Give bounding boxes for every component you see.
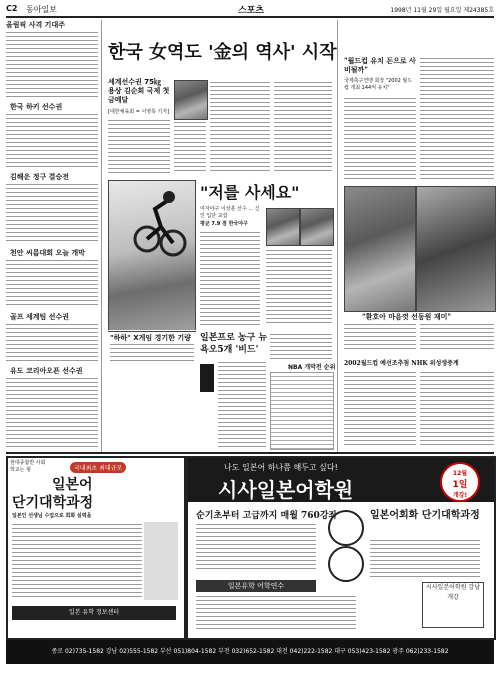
- player-photo-2: [300, 208, 334, 246]
- page-number: C2: [6, 4, 18, 13]
- article2-deck: 여자야구 이상훈 선수 … 신인 입단 교섭: [200, 206, 260, 219]
- issue-date: 1998년 11월 29일 월요일 제24385호: [390, 7, 494, 14]
- right-photo-right: [416, 186, 496, 312]
- bmx-photo: [108, 180, 196, 332]
- right-ad-circle-2: [328, 546, 364, 582]
- page-header: [6, 4, 494, 18]
- right-ad-link[interactable]: 일본유학 어학연수: [196, 580, 316, 592]
- article1-byline: [대한체육회 = 이영록 기자]: [108, 109, 170, 115]
- badge-bot: 개강!: [452, 492, 468, 499]
- ad-footer: 종로 02)735-1582 강남 02)555-1582 부산 051)804-1582 부천 032)652-1582 대전 042)222-1582 대구 053)423-1582 광주 062)233-1582: [6, 640, 494, 664]
- article1-deck: 세계선수권 75㎏ 용상 김순희 국제 첫금메달: [108, 78, 170, 104]
- article3-headline: 일본프로 농구 뉴욕오5개 '비드': [200, 333, 268, 355]
- nba-standings-table: [270, 372, 334, 450]
- left-ad-strap: 일본인 선생님 수업으로 회화 실력을: [12, 513, 92, 519]
- left-sub-5: 유도 코리아오픈 선수권: [10, 367, 83, 375]
- left-sub-3: 천안 씨름대회 오늘 개막: [10, 249, 85, 257]
- right-ad-badge: [440, 462, 480, 502]
- article1-headline: 한국 女역도 '金의 역사' 시작: [108, 42, 337, 63]
- article2-sub: 평균 7.9 점 한국야구: [200, 221, 248, 227]
- right-top-deck: 국제축구연맹 회장 "2002 월드컵 개최 144억 유치": [344, 78, 413, 91]
- left-ad-title1: 일본어: [52, 477, 93, 493]
- bmx-photo-caption: "하하" X게임 경기한 기량: [110, 334, 191, 342]
- right-ad-circle-1: [328, 510, 364, 546]
- left-ad[interactable]: [6, 456, 186, 640]
- right-ad-sub2: 일본어회화 단기대학과정: [370, 510, 480, 521]
- right-ad-sub1: 순기초부터 고급까지 매월 760강좌: [196, 511, 338, 521]
- left-ad-bottom: 일본 유학 정보센터: [12, 606, 176, 620]
- badge-top: 12월: [452, 470, 468, 477]
- nba-logo: [200, 364, 214, 392]
- right-ad[interactable]: [186, 456, 496, 640]
- article2-headline: "저를 사세요": [200, 183, 300, 202]
- right-ad-banner-small: 나도 일본어 하나쯤 해두고 싶다!: [224, 463, 338, 472]
- player-photo-1: [266, 208, 300, 246]
- badge-mid: 1일: [452, 480, 468, 490]
- athlete-portrait: [174, 80, 208, 120]
- left-sub-1: 한국 하키 선수권: [10, 103, 63, 111]
- table-title: NBA 개막전 순위: [288, 364, 336, 371]
- left-ad-title2: 단기대학과정: [12, 495, 94, 511]
- paper-name: 동아일보: [26, 5, 57, 14]
- right-ad-right-box[interactable]: 시사일본어학원 강남 개강: [422, 582, 484, 628]
- right-lower-headline: 2002월드컵 예선조추첨 NHK 위성생중계: [344, 360, 459, 367]
- right-top-headline: "월드컵 유치 돈으로 사비될까": [344, 56, 416, 74]
- left-ad-top-label: 현대종합반 사회학교는 형: [10, 460, 46, 473]
- right-ad-title: 시사일본어학원: [218, 478, 354, 502]
- left-sub-2: 김해운 정구 결승전: [10, 173, 69, 181]
- left-col-title: 올림픽 사격 기대주: [6, 21, 65, 29]
- left-ad-red-banner: 국내최초 최대규모: [70, 462, 126, 473]
- right-photo-left: [344, 186, 416, 312]
- right-photo-caption: "환호아 마음껏 선동원 재미": [362, 312, 451, 321]
- bmx-rider-graphic: [109, 181, 195, 331]
- left-sub-4: 골프 세계팀 선수권: [10, 313, 69, 321]
- left-column: [6, 20, 98, 450]
- section-title: 스포츠: [238, 6, 265, 16]
